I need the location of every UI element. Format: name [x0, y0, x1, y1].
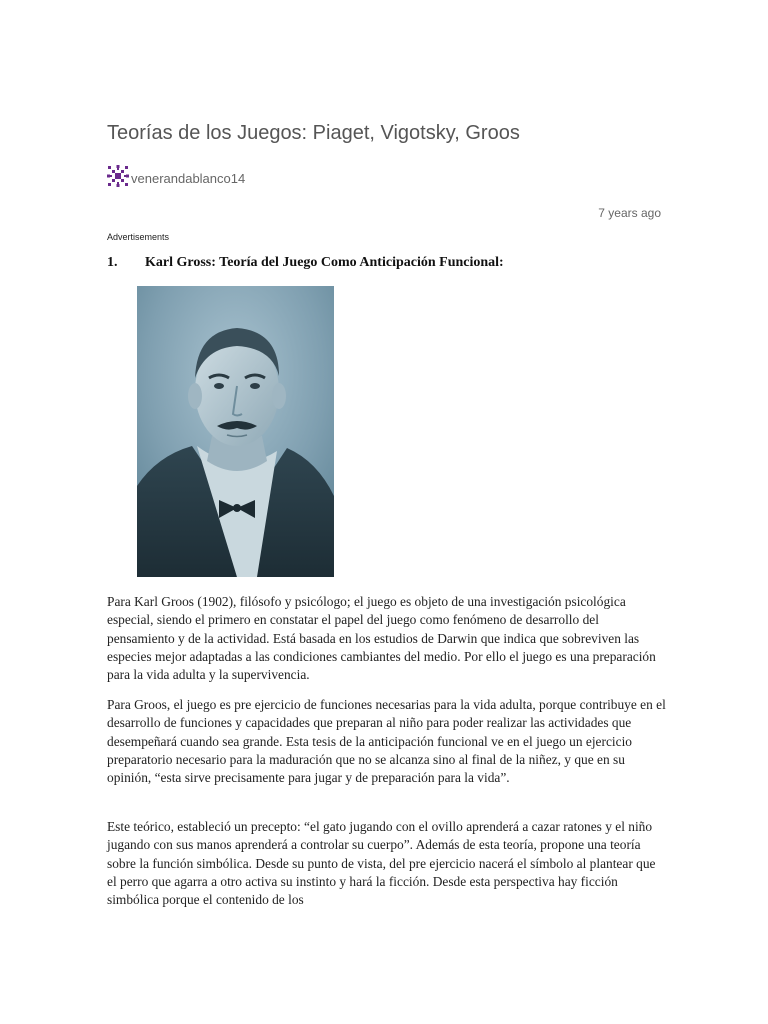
advertisements-label: Advertisements — [107, 232, 170, 242]
section-number: 1. — [107, 255, 118, 270]
section-heading-text: Karl Gross: Teoría del Juego Como Anticipación Funcional: — [145, 255, 504, 270]
paragraph-3: Este teórico, estableció un precepto: “el gato jugando con el ovillo aprenderá a cazar ratones y el niño jugando con sus manos aprenderá a controlar su cuerpo”. Además de esta teoría, propone una teoría sobre la función simbólica. Desde su punto de vista, del pre ejercicio nacerá el símbolo al plantear que el perro que agarra a otro activa su instinto y hará la ficción. Desde esta perspectiva hay ficción simbólica porque el contenido de los — [107, 819, 656, 908]
section-heading — [107, 255, 504, 271]
author-name-link[interactable]: venerandablanco14 — [131, 171, 246, 186]
article-title: Teorías de los Juegos: Piaget, Vigotsky, Groos — [107, 122, 520, 144]
paragraph-1: Para Karl Groos (1902), filósofo y psicólogo; el juego es objeto de una investigación psicológica especial, siendo el primero en constatar el papel del juego como fenómeno de desarrollo del pensamiento y de la actividad. Está basada en los estudios de Darwin que indica que sobreviven las especies mejor adaptadas a las condiciones cambiantes del medio. Por ello el juego es una preparación para la vida adulta y la supervivencia. — [107, 594, 656, 683]
post-date: 7 years ago — [598, 206, 661, 220]
karl-groos-portrait — [137, 286, 334, 577]
paragraph-2: Para Groos, el juego es pre ejercicio de funciones necesarias para la vida adulta, porque contribuye en el desarrollo de funciones y capacidades que preparan al niño para poder realizar las actividades que desempeñará cuando sea grande. Esta tesis de la anticipación funcional ve en el juego un ejercicio preparatorio necesario para la maduración que no se alcanza sino al final de la niñez, y que en su opinión, “esta sirve precisamente para jugar y de preparación para la vida”. — [107, 697, 666, 786]
author-avatar-icon[interactable] — [106, 164, 130, 188]
author-byline — [106, 160, 245, 188]
